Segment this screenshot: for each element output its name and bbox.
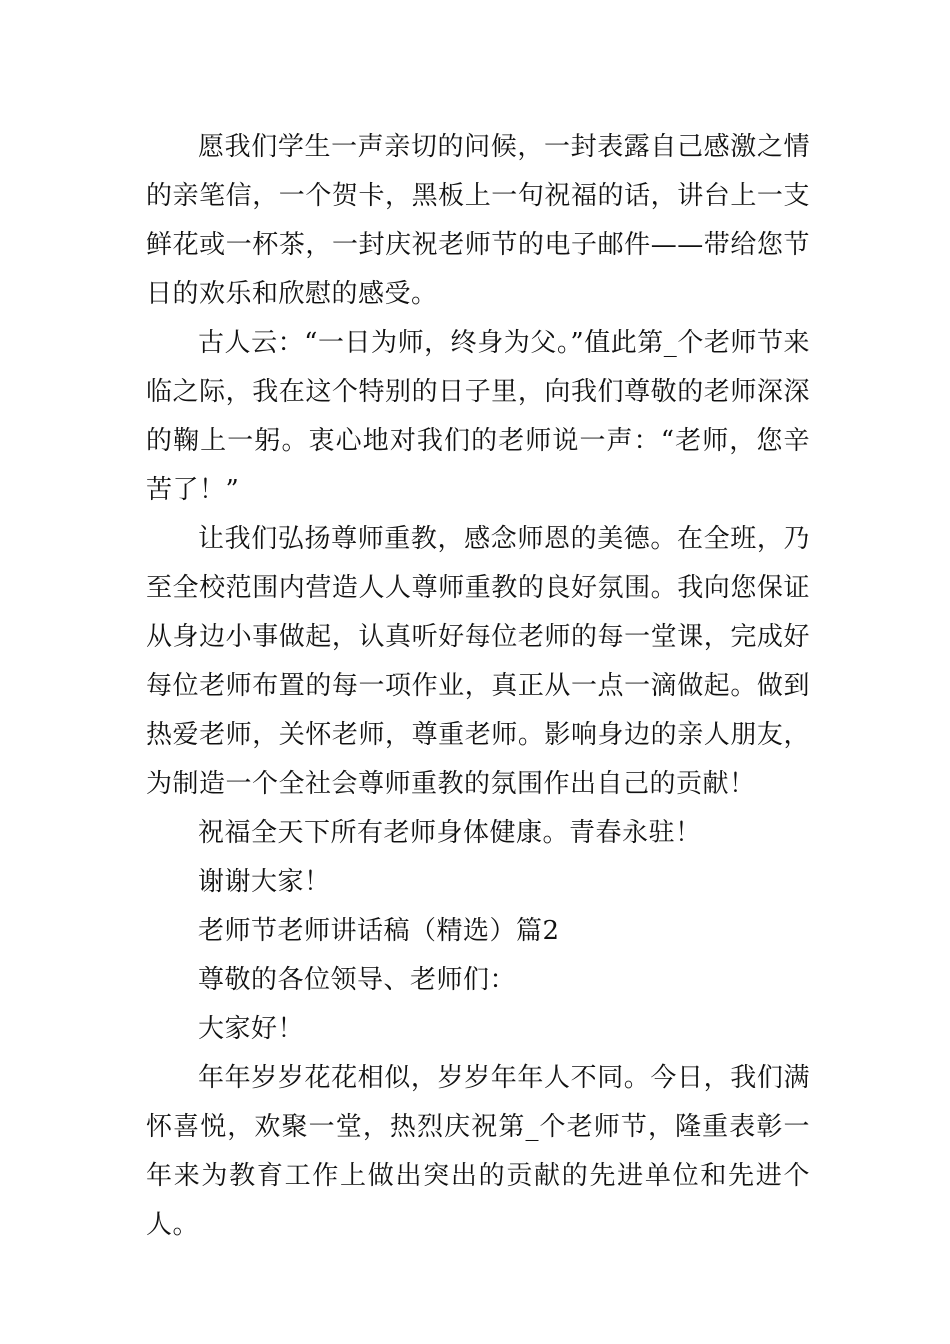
paragraph-celebration: 年年岁岁花花相似，岁岁年年人不同。今日，我们满怀喜悦，欢聚一堂，热烈庆祝第_个老师节，隆重表彰一年来为教育工作上做出突出的贡献的先进单位和先进个人。 — [146, 1063, 810, 1240]
paragraph-respect-teachers: 让我们弘扬尊师重教，感念师恩的美德。在全班，乃至全校范围内营造人人尊师重教的良好氛围。我向您保证从身边小事做起，认真听好每位老师的每一堂课，完成好每位老师布置的每一项作业，真正从一点一滴做起。做到热爱老师，关怀老师，尊重老师。影响身边的亲人朋友，为制造一个全社会尊师重教的氛围作出自己的贡献！ — [146, 524, 810, 799]
section-heading: 老师节老师讲话稿（精选）篇2 — [198, 916, 560, 946]
paragraph-wish: 愿我们学生一声亲切的问候，一封表露自己感激之情的亲笔信，一个贺卡，黑板上一句祝福的话，讲台上一支鲜花或一杯茶，一封庆祝老师节的电子邮件——带给您节日的欢乐和欣慰的感受。 — [146, 132, 810, 309]
paragraph-thanks: 谢谢大家！ — [198, 867, 331, 897]
salutation: 尊敬的各位领导、老师们： — [198, 965, 517, 995]
paragraph-ancient-saying: 古人云：“一日为师，终身为父。”值此第_个老师节来临之际，我在这个特别的日子里，向我们尊敬的老师深深的鞠上一躬。衷心地对我们的老师说一声：“老师，您辛苦了！” — [146, 328, 810, 505]
paragraph-blessing: 祝福全天下所有老师身体健康。青春永驻！ — [198, 818, 702, 848]
greeting: 大家好！ — [198, 1014, 305, 1044]
document-body — [146, 123, 810, 1250]
